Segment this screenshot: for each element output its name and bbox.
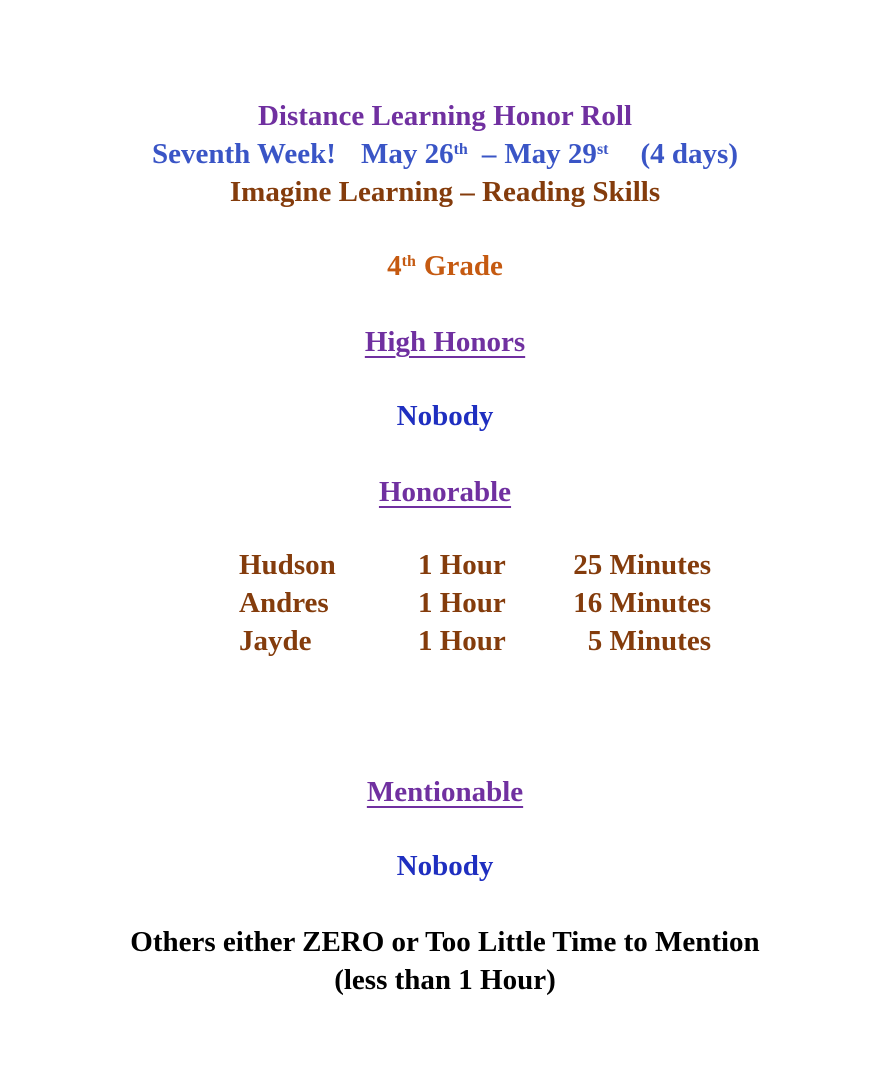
grade-suffix: th bbox=[401, 253, 416, 270]
student-name: Hudson bbox=[239, 549, 336, 581]
grade-heading bbox=[0, 247, 890, 285]
date-dash: – bbox=[481, 138, 497, 170]
day-count: (4 days) bbox=[640, 138, 738, 170]
student-minutes: 25 Minutes bbox=[573, 549, 711, 581]
student-minutes: 16 Minutes bbox=[573, 587, 711, 619]
roster-row bbox=[239, 622, 719, 660]
date-range-line bbox=[0, 135, 890, 173]
roster-row bbox=[239, 584, 719, 622]
student-hours: 1 Hour bbox=[418, 587, 506, 619]
footer-note-detail: (less than 1 Hour) bbox=[334, 964, 556, 996]
student-hours: 1 Hour bbox=[418, 625, 506, 657]
student-hours: 1 Hour bbox=[418, 549, 506, 581]
honorable-section-heading bbox=[0, 473, 890, 511]
week-label: Seventh Week! bbox=[152, 138, 336, 170]
program-name: Imagine Learning – Reading Skills bbox=[229, 176, 661, 208]
high-honors-value: Nobody bbox=[396, 400, 494, 432]
honorable-roster bbox=[239, 546, 719, 660]
mentionable-section-heading bbox=[0, 773, 890, 811]
grade-number: 4 bbox=[387, 250, 402, 282]
end-date-suffix: st bbox=[596, 141, 609, 158]
start-date-suffix: th bbox=[453, 141, 468, 158]
mentionable-heading: Mentionable bbox=[366, 776, 524, 808]
document-title: Distance Learning Honor Roll bbox=[257, 100, 633, 132]
high-honors-section-heading bbox=[0, 323, 890, 361]
student-name: Jayde bbox=[239, 625, 312, 657]
end-date: May 29 bbox=[504, 138, 597, 170]
student-name: Andres bbox=[239, 587, 329, 619]
start-date: May 26 bbox=[360, 138, 454, 170]
high-honors-heading: High Honors bbox=[364, 326, 526, 358]
mentionable-value: Nobody bbox=[396, 850, 494, 882]
grade-label: Grade bbox=[423, 250, 503, 282]
honorable-heading: Honorable bbox=[378, 476, 512, 508]
footer-note: Others either ZERO or Too Little Time to Mention bbox=[130, 926, 760, 958]
roster-row bbox=[239, 546, 719, 584]
student-minutes: 5 Minutes bbox=[587, 625, 711, 657]
